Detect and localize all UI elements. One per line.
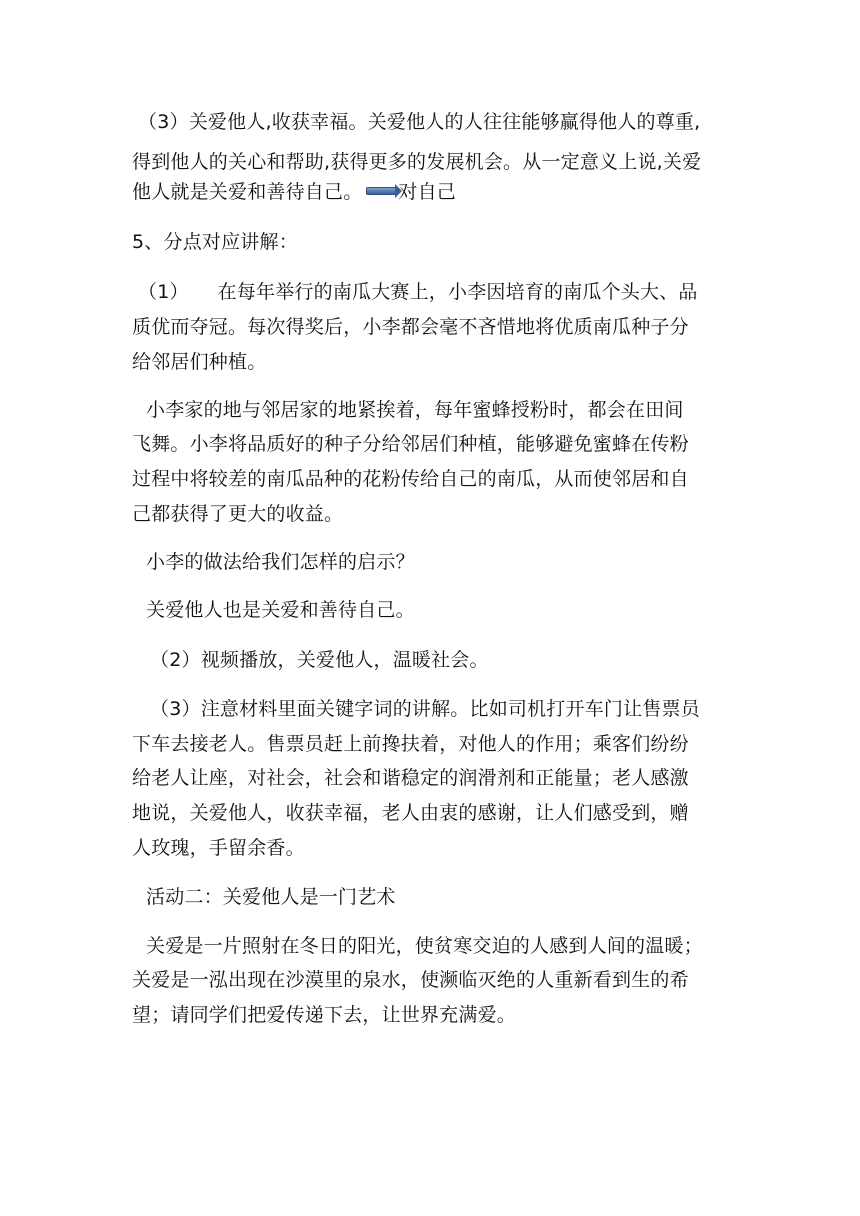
text-line: 关爱是一泓出现在沙漠里的泉水，使濒临灭绝的人重新看到生的希 — [132, 969, 689, 991]
text-line: 人玫瑰，手留余香。 — [132, 837, 305, 859]
text-line: 地说，关爱他人，收获幸福，老人由衷的感谢，让人们感受到，赠 — [132, 802, 689, 824]
text-line: 给老人让座，对社会，社会和谐稳定的润滑剂和正能量；老人感激 — [132, 767, 689, 789]
text-line: （3）注意材料里面关键字词的讲解。比如司机打开车门让售票员 — [150, 698, 700, 720]
text-line: （1） 在每年举行的南瓜大赛上，小李因培育的南瓜个头大、品 — [138, 281, 698, 303]
text-line: 小李的做法给我们怎样的启示？ — [146, 551, 415, 573]
text-line: 质优而夺冠。每次得奖后，小李都会毫不吝惜地将优质南瓜种子分 — [132, 316, 689, 338]
text-line: 关爱他人也是关爱和善待自己。 — [146, 599, 415, 621]
text-line: 关爱是一片照射在冬日的阳光，使贫寒交迫的人感到人间的温暖； — [146, 935, 703, 957]
text-line: 给邻居们种植。 — [132, 351, 267, 373]
text-line: 小李家的地与邻居家的地紧挨着，每年蜜蜂授粉时，都会在田间 — [146, 399, 684, 421]
text-line: （2）视频播放，关爱他人，温暖社会。 — [150, 649, 489, 671]
text-line: 得到他人的关心和帮助,获得更多的发展机会。从一定意义上说,关爱 — [132, 151, 702, 173]
section-heading: 活动二：关爱他人是一门艺术 — [146, 886, 396, 908]
text-line: 飞舞。小李将品质好的种子分给邻居们种植，能够避免蜜蜂在传粉 — [132, 433, 689, 455]
text-segment: 他人就是关爱和善待自己。 — [132, 181, 363, 203]
text-line: 下车去接老人。售票员赶上前搀扶着，对他人的作用；乘客们纷纷 — [132, 733, 689, 755]
text-line: 己都获得了更大的收益。 — [132, 503, 344, 525]
text-line-with-arrow — [132, 180, 456, 204]
text-line: 望；请同学们把爱传递下去，让世界充满爱。 — [132, 1004, 517, 1026]
text-line: （3）关爱他人,收获幸福。关爱他人的人往往能够赢得他人的尊重, — [138, 111, 701, 133]
text-segment: 对自己 — [398, 181, 457, 203]
right-arrow-icon — [366, 187, 396, 195]
text-line: 过程中将较差的南瓜品种的花粉传给自己的南瓜，从而使邻居和自 — [132, 468, 689, 490]
section-heading: 5、分点对应讲解： — [132, 231, 298, 253]
